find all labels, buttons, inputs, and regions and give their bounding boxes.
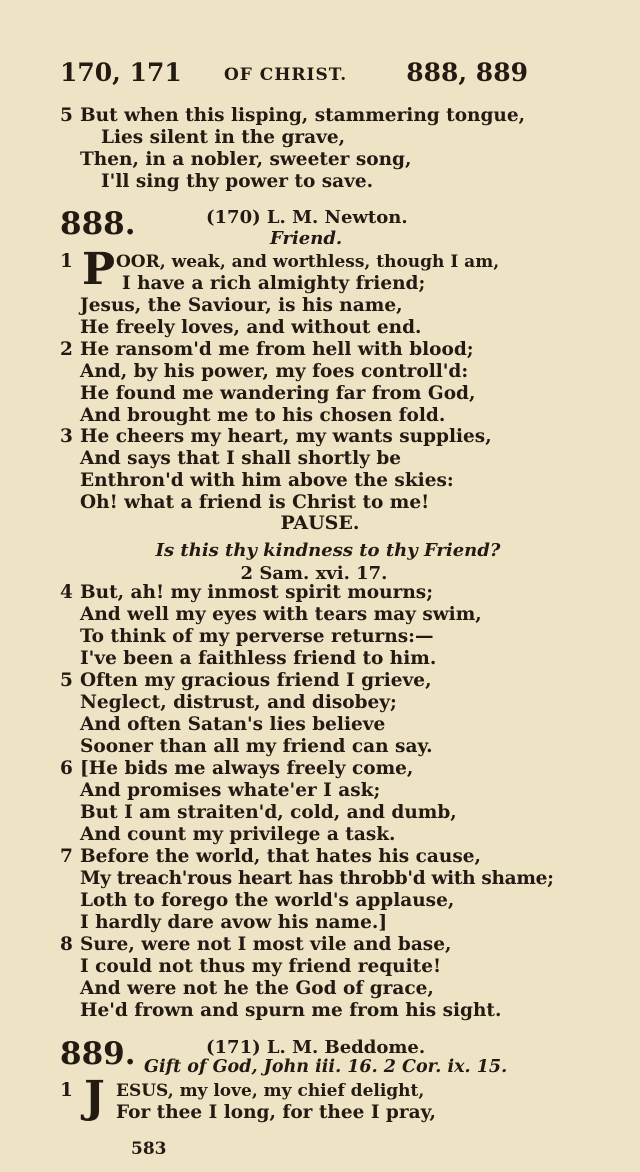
verse-line: Sure, were not I most vile and base, — [80, 934, 452, 955]
verse-line: I could not thus my friend requite! — [80, 956, 442, 977]
verse-line: And brought me to his chosen fold. — [80, 405, 446, 426]
verse-line: And, by his power, my foes controll'd: — [80, 361, 469, 382]
stanza-number: 7 — [60, 846, 73, 867]
stanza-6 — [0, 758, 640, 846]
verse-line: Before the world, that hates his cause, — [80, 846, 481, 867]
pause-heading: PAUSE. — [280, 512, 360, 534]
stanza-3 — [0, 426, 640, 514]
stanza-number: 5 — [60, 105, 73, 126]
pause-scripture-ref: 2 Sam. xvi. 17. — [240, 563, 388, 584]
stanza-number: 2 — [60, 339, 73, 360]
verse-line: But when this lisping, stammering tongue, — [80, 105, 526, 126]
verse-line: He found me wandering far from God, — [80, 383, 476, 404]
stanza-2 — [0, 339, 640, 427]
stanza-5 — [0, 670, 640, 758]
verse-line: Lies silent in the grave, — [101, 127, 346, 148]
header-hymn-range-right: 888, 889 — [406, 58, 528, 87]
stanza-number: 4 — [60, 582, 73, 603]
verse-line: And well my eyes with tears may swim, — [80, 604, 482, 625]
verse-line: Loth to forego the world's applause, — [80, 890, 455, 911]
verse-line: He'd frown and spurn me from his sight. — [80, 1000, 502, 1021]
verse-line: And were not he the God of grace, — [80, 978, 434, 999]
stanza-number: 1 — [60, 251, 73, 272]
running-header — [60, 58, 528, 94]
drop-cap-p: P — [82, 244, 116, 295]
verse-line: Then, in a nobler, sweeter song, — [80, 149, 412, 170]
verse-line: I've been a faithless friend to him. — [80, 648, 437, 669]
page-number: 583 — [131, 1139, 167, 1159]
verse-line: Jesus, the Saviour, is his name, — [80, 295, 403, 316]
verse-line: He ransom'd me from hell with blood; — [80, 339, 474, 360]
verse-line: Enthron'd with him above the skies: — [80, 470, 454, 491]
verse-line: He freely loves, and without end. — [80, 317, 422, 338]
verse-line: I'll sing thy power to save. — [101, 171, 374, 192]
prev-hymn-stanza — [0, 105, 640, 193]
verse-line: ESUS, my love, my chief delight, — [116, 1081, 425, 1101]
header-section-title: OF CHRIST. — [224, 65, 348, 85]
verse-line: I hardly dare avow his name.] — [80, 912, 388, 933]
verse-line: I have a rich almighty friend; — [122, 273, 426, 294]
stanza-number: 5 — [60, 670, 73, 691]
verse-line: And often Satan's lies believe — [80, 714, 386, 735]
hymn-889-meta: (171) L. M. Beddome. — [206, 1037, 426, 1058]
verse-line: Often my gracious friend I grieve, — [80, 670, 432, 691]
stanza-number: 6 — [60, 758, 73, 779]
stanza-number: 3 — [60, 426, 73, 447]
verse-line: OOR, weak, and worthless, though I am, — [116, 252, 500, 272]
stanza-number: 1 — [60, 1080, 73, 1101]
verse-line: And says that I shall shortly be — [80, 448, 402, 469]
verse-line: For thee I long, for thee I pray, — [116, 1102, 437, 1123]
verse-line: And promises whate'er I ask; — [80, 780, 381, 801]
verse-line: But I am straiten'd, cold, and dumb, — [80, 802, 457, 823]
drop-cap-j: J — [84, 1072, 105, 1123]
hymn-889-stanza-1 — [0, 1080, 640, 1124]
hymn-number-888: 888. — [60, 206, 136, 242]
stanza-8 — [0, 934, 640, 1022]
hymn-888-meta: (170) L. M. Newton. — [206, 207, 408, 228]
stanza-4 — [0, 582, 640, 670]
verse-line: My treach'rous heart has throbb'd with shame; — [80, 868, 554, 889]
verse-line: And count my privilege a task. — [80, 824, 396, 845]
header-hymn-range-left: 170, 171 — [60, 58, 182, 87]
hymn-889-title: Gift of God, John iii. 16. 2 Cor. ix. 15. — [144, 1057, 508, 1077]
stanza-number: 8 — [60, 934, 73, 955]
verse-line: Oh! what a friend is Christ to me! — [80, 492, 430, 513]
verse-line: But, ah! my inmost spirit mourns; — [80, 582, 434, 603]
stanza-1 — [0, 251, 640, 339]
hymn-number-889: 889. — [60, 1036, 136, 1072]
verse-line: [He bids me always freely come, — [80, 758, 414, 779]
verse-line: To think of my perverse returns:— — [80, 626, 434, 647]
verse-line: Neglect, distrust, and disobey; — [80, 692, 397, 713]
stanza-7 — [0, 846, 640, 934]
pause-question: Is this thy kindness to thy Friend? — [155, 540, 501, 561]
verse-line: He cheers my heart, my wants supplies, — [80, 426, 492, 447]
verse-line: Sooner than all my friend can say. — [80, 736, 433, 757]
hymn-888-title: Friend. — [270, 228, 343, 249]
